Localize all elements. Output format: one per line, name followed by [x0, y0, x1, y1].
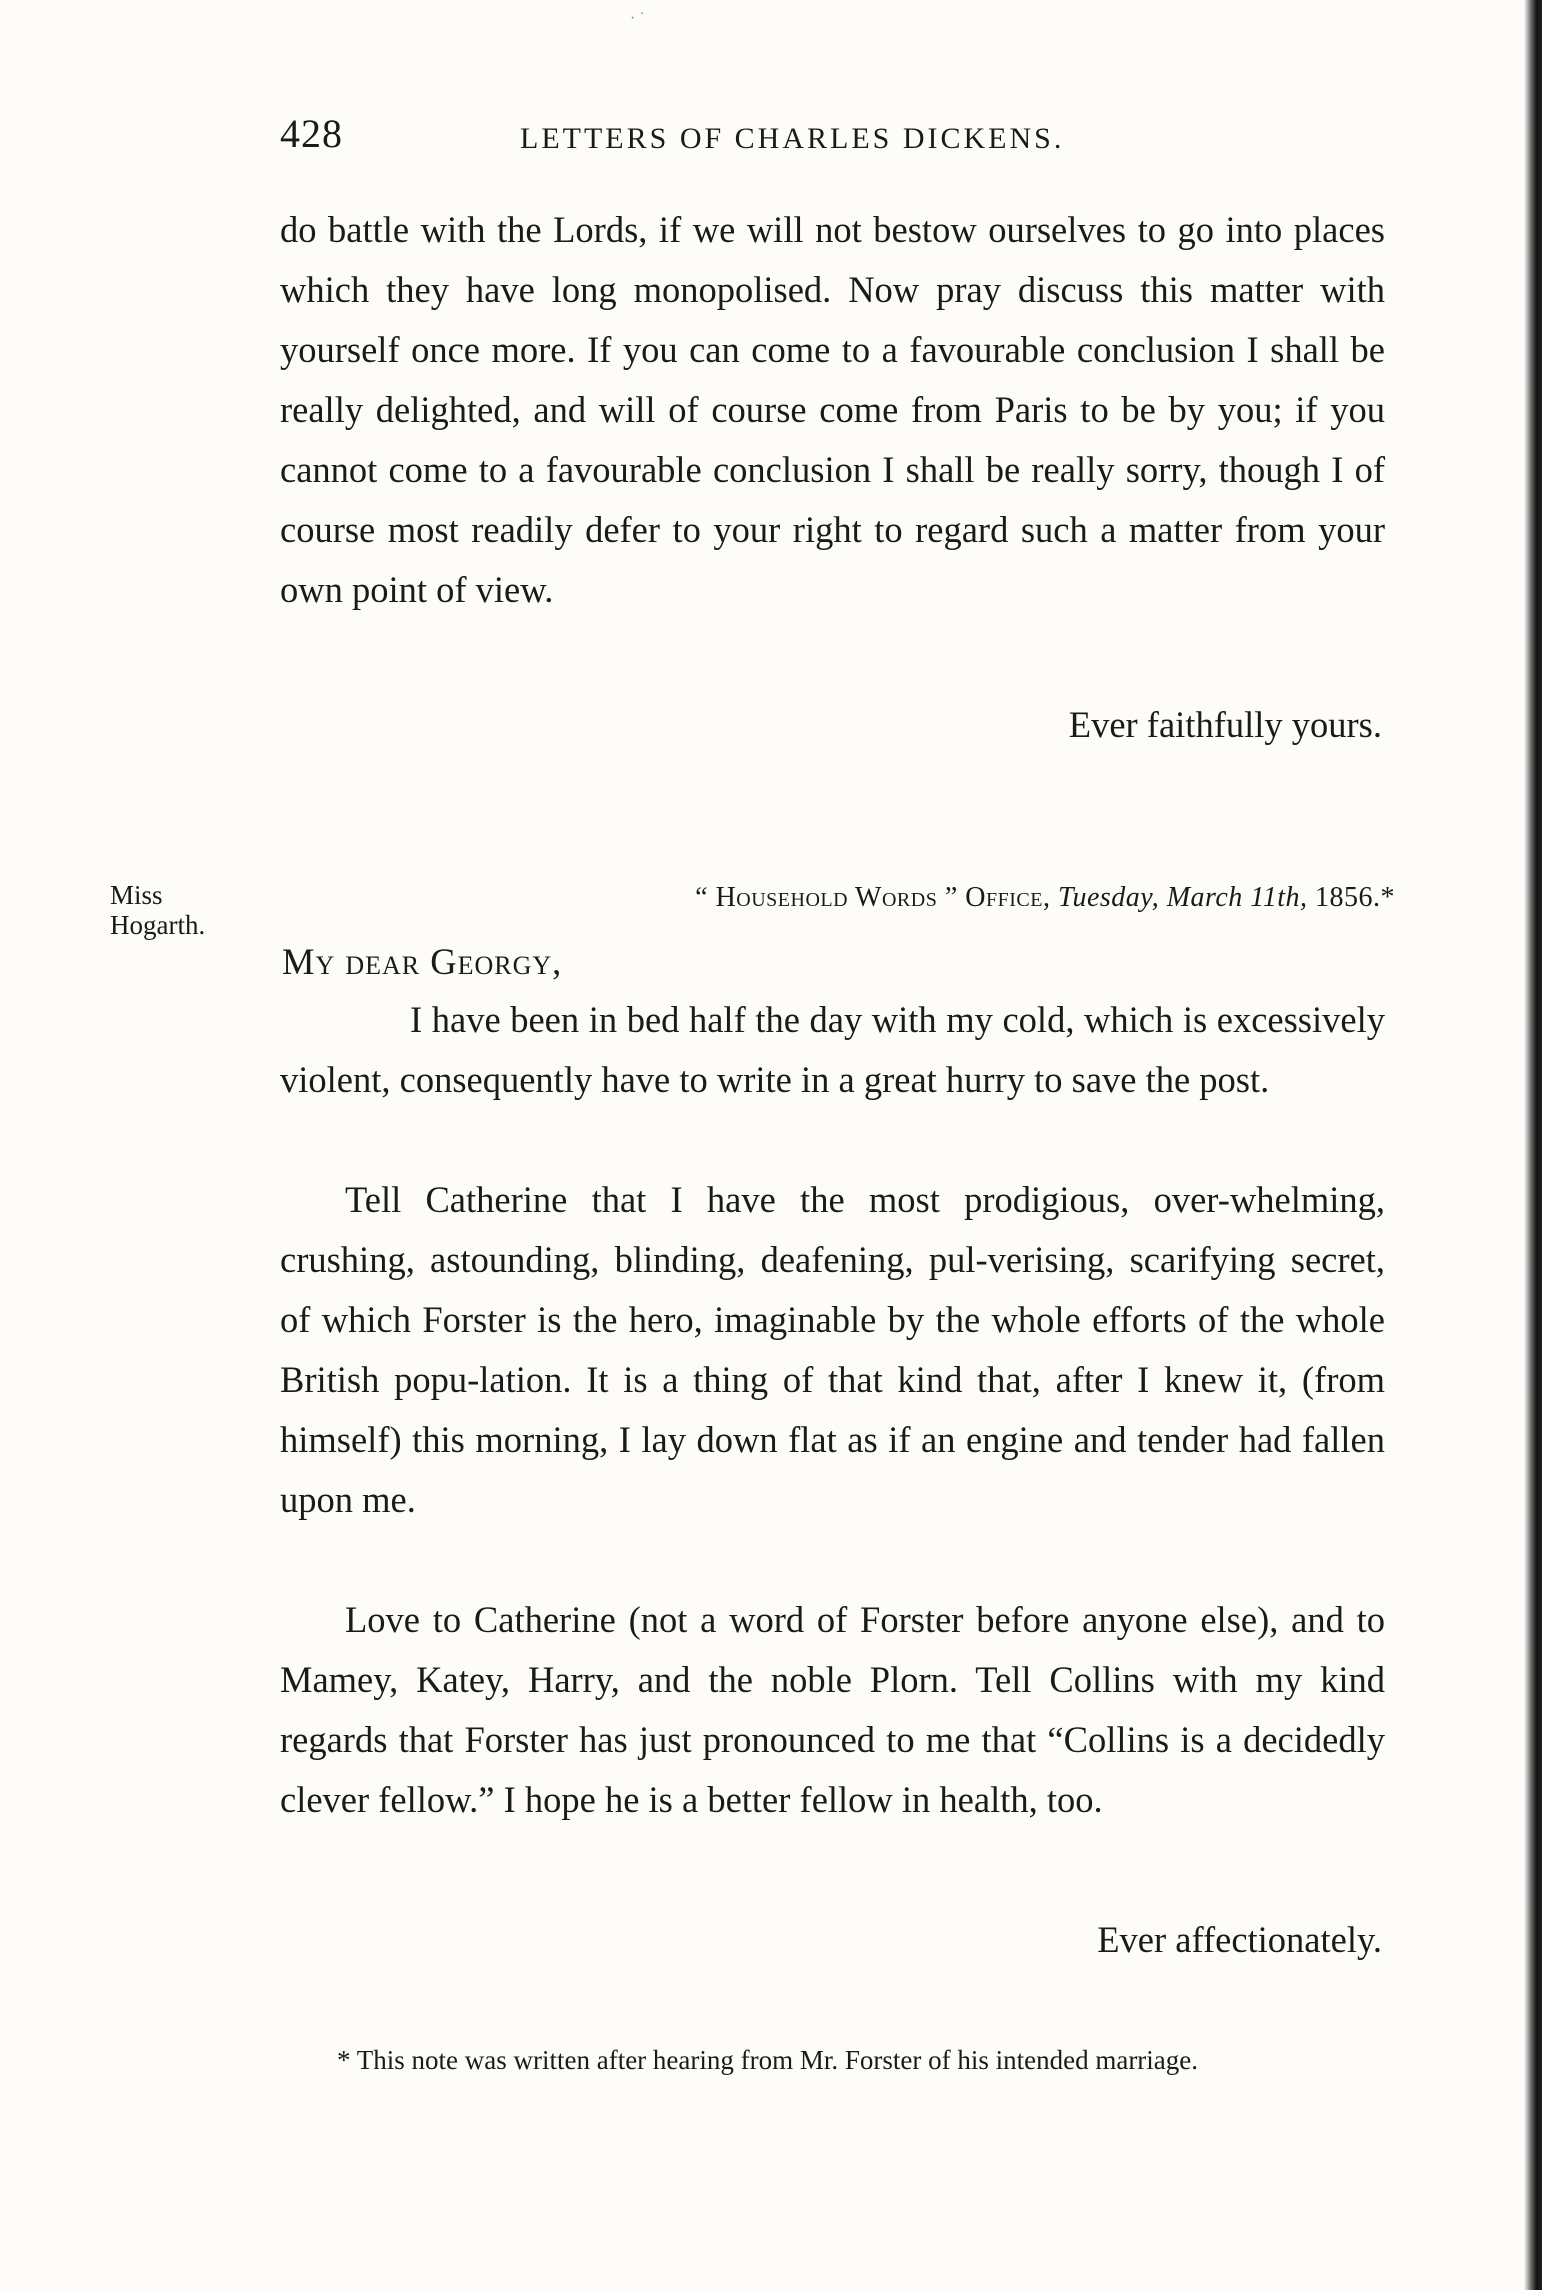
letter2-salutation: My dear Georgy,	[282, 941, 563, 982]
sidenote-line-1: Miss	[110, 880, 163, 910]
page-header	[280, 110, 1380, 170]
dateline-year: 1856.*	[1307, 882, 1395, 913]
running-head: LETTERS OF CHARLES DICKENS.	[520, 122, 1065, 155]
dateline-office: “ Household Words ” Office,	[695, 882, 1058, 913]
letter2-paragraph-1: I have been in bed half the day with my cold, which is excessively violent, consequently have to write in a great hurry to save the post.	[280, 999, 1385, 1100]
footnote: * This note was written after hearing from Mr. Forster of his intended marriage.	[337, 2045, 1199, 2075]
letter1-paragraph: do battle with the Lords, if we will not bestow ourselves to go into places which they have long monopolised. Now pray discuss this matter with yourself once more. If you can come to a favourable conclusion I shall be really delighted, and will of course come from Paris to be by you; if you cannot come to a favourable conclusion I shall be really sorry, though I of course most readily defer to your right to regard such a matter from your own point of view.	[280, 209, 1385, 610]
letter2-dateline	[695, 880, 1395, 916]
sidenote-line-2: Hogarth.	[110, 910, 206, 940]
dateline-date: Tuesday, March 11th,	[1057, 882, 1308, 913]
margin-sidenote	[110, 880, 205, 940]
page-speck: · ˙	[630, 10, 645, 27]
letter2-paragraph-3: Love to Catherine (not a word of Forster before anyone else), and to Mamey, Katey, Harry, and the noble Plorn. Tell Collins with my kind regards that Forster has just pronounced to me that “Collins is a decidedly clever fellow.” I hope he is a better fellow in health, too.	[280, 1599, 1385, 1820]
letter2-paragraph-2: Tell Catherine that I have the most prodigious, over-whelming, crushing, astounding, blinding, deafening, pul-verising, scarifying secret, of which Forster is the hero, imaginable by the whole efforts of the whole British popu-lation. It is a thing of that kind that, after I knew it, (from himself) this morning, I lay down flat as if an engine and tender had fallen upon me.	[280, 1179, 1385, 1520]
letter1-signoff: Ever faithfully yours.	[1068, 704, 1382, 745]
page-number: 428	[280, 111, 343, 156]
letter2-signoff: Ever affectionately.	[1097, 1919, 1382, 1960]
page-binding-edge	[1524, 0, 1542, 2290]
